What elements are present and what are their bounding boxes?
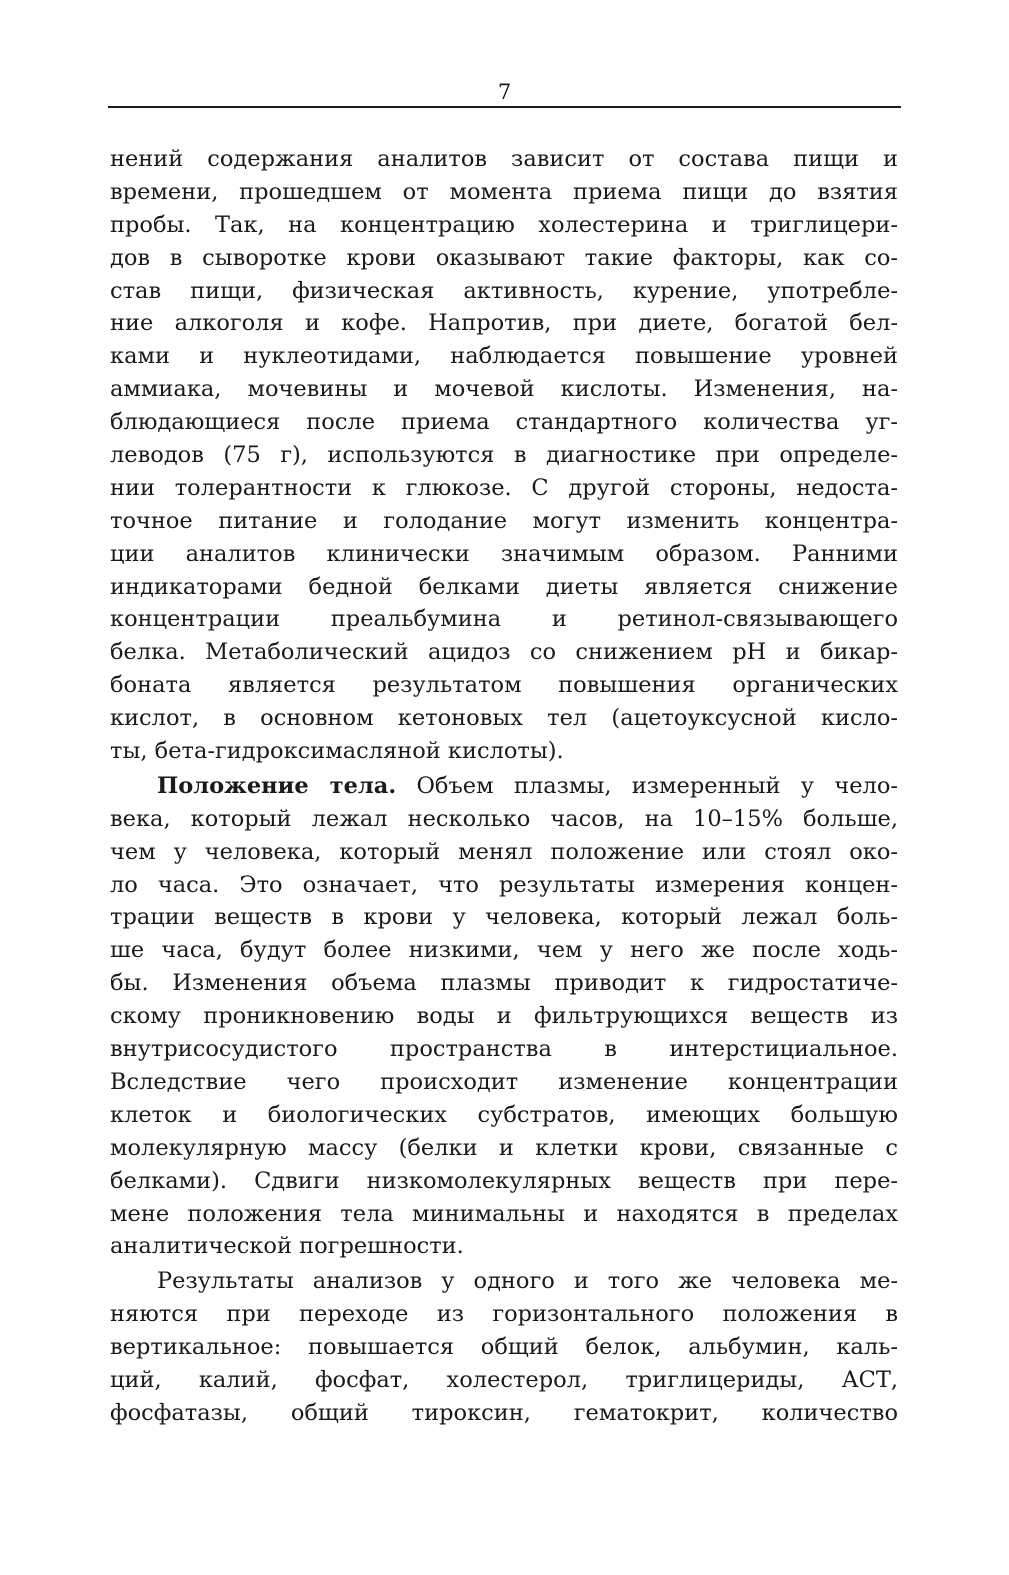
text-line: ками и нуклеотидами, наблюдается повышение уровней bbox=[110, 343, 898, 370]
paragraph-2 bbox=[110, 770, 898, 1263]
text-line: Вследствие чего происходит изменение концентрации bbox=[110, 1068, 898, 1095]
text-line: кислот, в основном кетоновых тел (ацетоуксусной кисло- bbox=[110, 705, 898, 732]
text-line: концентрации преальбумина и ретинол-связывающего bbox=[110, 606, 898, 633]
text-line: нений содержания аналитов зависит от состава пищи и bbox=[110, 146, 898, 172]
text-line: скому проникновению воды и фильтрующихся веществ из bbox=[110, 1003, 898, 1030]
text-line: трации веществ в крови у человека, который лежал боль- bbox=[110, 904, 898, 931]
text-line: белками). Сдвиги низкомолекулярных веществ при пере- bbox=[110, 1167, 898, 1194]
text-line: внутрисосудистого пространства в интерстициальное. bbox=[110, 1036, 898, 1063]
text-line: ции аналитов клинически значимым образом. Ранними bbox=[110, 540, 898, 567]
text-line: ций, калий, фосфат, холестерол, триглицериды, АСТ, bbox=[110, 1366, 898, 1393]
text-line: точное питание и голодание могут изменить концентра- bbox=[110, 507, 898, 534]
text-line: леводов (75 г), используются в диагностике при определе- bbox=[110, 442, 898, 469]
text-line: мене положения тела минимальны и находятся в пределах bbox=[110, 1200, 898, 1227]
text-line: ние алкоголя и кофе. Напротив, при диете, богатой бел- bbox=[110, 310, 898, 337]
text-line: аналитической погрешности. bbox=[110, 1233, 464, 1260]
text-line: белка. Метаболический ацидоз со снижением pH и бикар- bbox=[110, 639, 898, 666]
text-line bbox=[110, 770, 898, 803]
text-line: вертикальное: повышается общий белок, альбумин, каль- bbox=[110, 1334, 898, 1361]
text-line: став пищи, физическая активность, курение, употребле- bbox=[110, 277, 898, 304]
body-text bbox=[110, 143, 898, 1430]
header-rule bbox=[108, 106, 901, 108]
text-line: времени, прошедшем от момента приема пищи до взятия bbox=[110, 178, 898, 205]
text-line: няются при переходе из горизонтального положения в bbox=[110, 1301, 898, 1328]
text-line: аммиака, мочевины и мочевой кислоты. Изменения, на- bbox=[110, 376, 898, 403]
text-line: блюдающиеся после приема стандартного количества уг- bbox=[110, 409, 898, 436]
text-line: молекулярную массу (белки и клетки крови, связанные с bbox=[110, 1134, 898, 1161]
text-line: нии толерантности к глюкозе. С другой стороны, недоста- bbox=[110, 474, 898, 501]
page-number: 7 bbox=[497, 80, 512, 104]
text-line: клеток и биологических субстратов, имеющих большую bbox=[110, 1101, 898, 1128]
text-line: ло часа. Это означает, что результаты измерения концен- bbox=[110, 871, 898, 898]
text-line: индикаторами бедной белками диеты является снижение bbox=[110, 573, 898, 600]
text-line: фосфатазы, общий тироксин, гематокрит, количество bbox=[110, 1399, 898, 1426]
paragraph-1 bbox=[110, 143, 898, 768]
text-line: Результаты анализов у одного и того же человека ме- bbox=[157, 1268, 898, 1295]
text-line: чем у человека, который менял положение или стоял око- bbox=[110, 838, 898, 865]
heading-line-text: Объем плазмы, измеренный у чело- bbox=[396, 772, 898, 799]
text-line: ше часа, будут более низкими, чем у него же после ходь- bbox=[110, 937, 898, 964]
text-line: дов в сыворотке крови оказывают такие факторы, как со- bbox=[110, 244, 898, 271]
text-line: пробы. Так, на концентрацию холестерина и триглицери- bbox=[110, 211, 898, 238]
text-line: бы. Изменения объема плазмы приводит к гидростатиче- bbox=[110, 970, 898, 997]
paragraph-3 bbox=[110, 1265, 898, 1429]
text-line: века, который лежал несколько часов, на 10–15% больше, bbox=[110, 805, 898, 832]
text-line: ты, бета-гидроксимасляной кислоты). bbox=[110, 738, 564, 765]
section-heading: Положение тела. bbox=[157, 772, 397, 799]
text-line: боната является результатом повышения органических bbox=[110, 672, 898, 699]
